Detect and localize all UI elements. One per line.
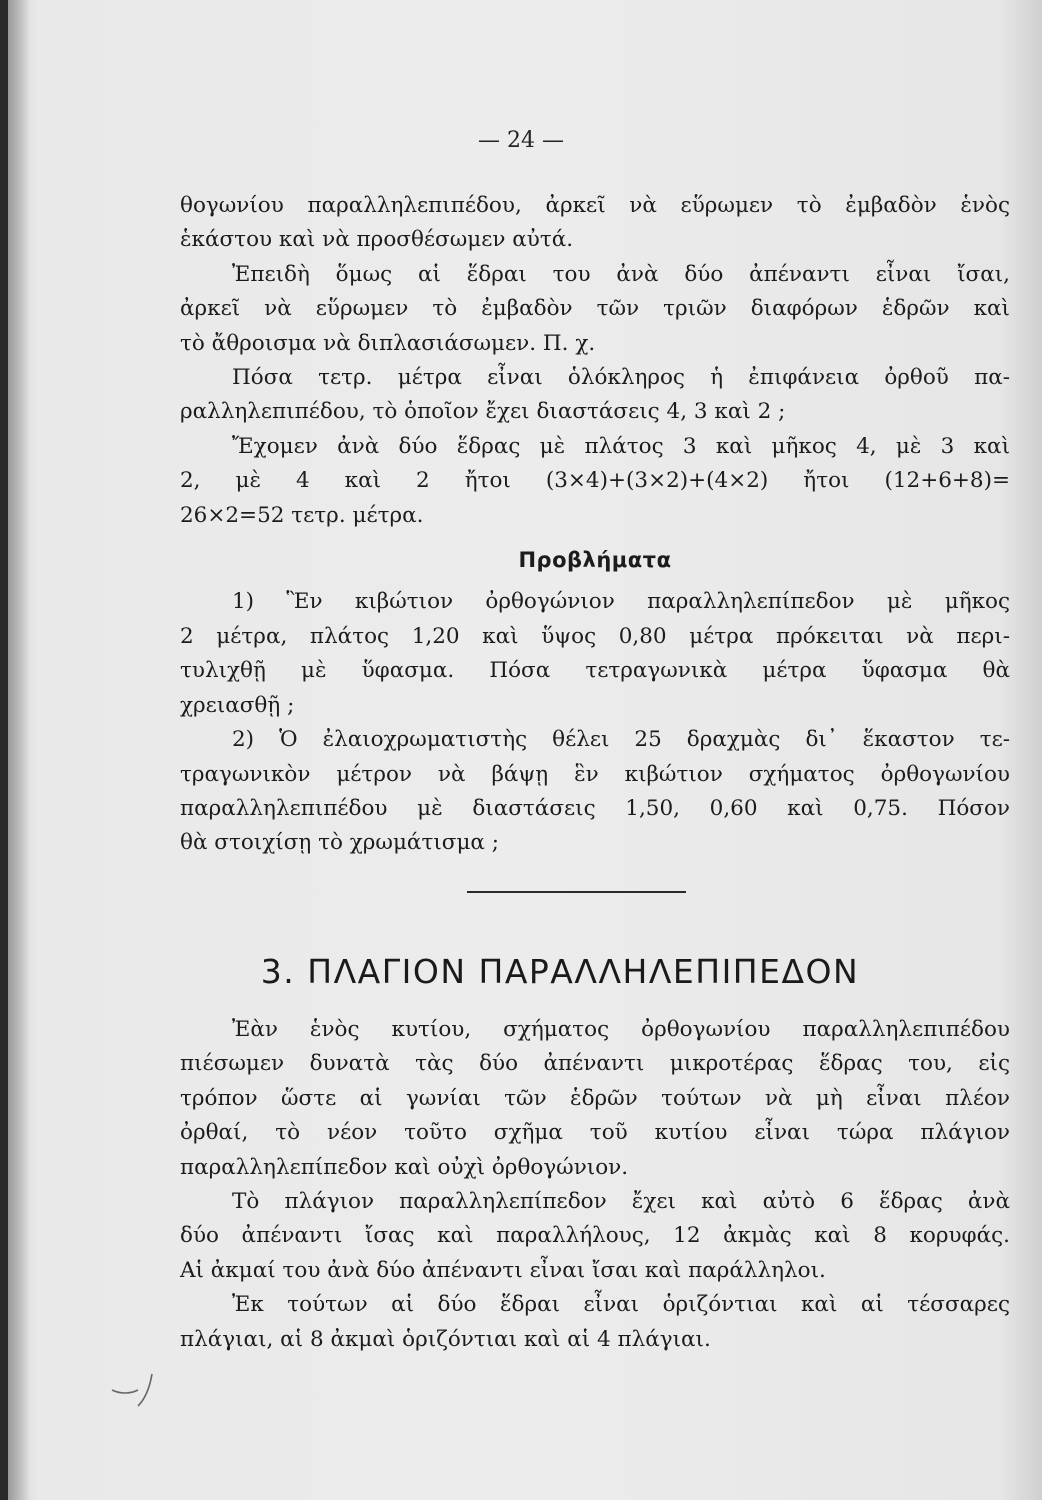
text-line: δύο ἀπέναντι ἴσας καὶ παραλλήλους, 12 ἀκμὰς καὶ 8 κορυφάς. xyxy=(180,1223,1010,1249)
problem-line: παραλληλεπιπέδου μὲ διαστάσεις 1,50, 0,60 καὶ 0,75. Πόσον xyxy=(180,795,1010,821)
problem-line: 2) Ὁ ἐλαιοχρωματιστὴς θέλει 25 δραχμὰς δι᾽ ἕκαστον τε- xyxy=(232,727,1010,753)
text-line: θογωνίου παραλληλεπιπέδου, ἀρκεῖ νὰ εὕρωμεν τὸ ἐμβαδὸν ἑνὸς xyxy=(180,193,1010,218)
problems-title: Προβλήματα xyxy=(518,548,672,573)
text-line: Τὸ πλάγιον παραλληλεπίπεδον ἔχει καὶ αὐτὸ 6 ἕδρας ἀνὰ xyxy=(232,1189,1010,1215)
text-line: Πόσα τετρ. μέτρα εἶναι ὁλόκληρος ἡ ἐπιφάνεια ὀρθοῦ πα- xyxy=(232,365,1010,391)
page-binding-shadow xyxy=(8,0,30,1500)
problem-line: 2 μέτρα, πλάτος 1,20 καὶ ὕψος 0,80 μέτρα πρόκειται νὰ περι- xyxy=(180,623,1010,649)
text-line: Ἐπειδὴ ὅμως αἱ ἕδραι του ἀνὰ δύο ἀπέναντι εἶναι ἴσαι, xyxy=(232,261,1010,287)
text-line: πλάγιαι, αἱ 8 ἀκμαὶ ὁριζόντιαι καὶ αἱ 4 πλάγιαι. xyxy=(180,1326,711,1352)
text-line: ὀρθαί, τὸ νέον τοῦτο σχῆμα τοῦ κυτίου εἶναι τώρα πλάγιον xyxy=(180,1120,1010,1146)
text-line: ραλληλεπιπέδου, τὸ ὁποῖον ἔχει διαστάσεις 4, 3 καὶ 2 ; xyxy=(180,399,786,425)
text-line: Ἔχομεν ἀνὰ δύο ἕδρας μὲ πλάτος 3 καὶ μῆκος 4, μὲ 3 καὶ xyxy=(232,433,1010,459)
text-line: τὸ ἄθροισμα νὰ διπλασιάσωμεν. Π. χ. xyxy=(180,330,596,356)
text-line: 26×2=52 τετρ. μέτρα. xyxy=(180,502,424,528)
section-divider xyxy=(467,891,686,893)
text-line: ἀρκεῖ νὰ εὕρωμεν τὸ ἐμβαδὸν τῶν τριῶν διαφόρων ἑδρῶν καὶ xyxy=(180,296,1010,322)
problem-line: τραγωνικὸν μέτρον νὰ βάψῃ ἓν κιβώτιον σχήματος ὀρθογωνίου xyxy=(180,761,1010,787)
problem-line: χρειασθῇ ; xyxy=(180,692,295,718)
text-line: πιέσωμεν δυνατὰ τὰς δύο ἀπέναντι μικροτέρας ἕδρας του, εἰς xyxy=(180,1051,1010,1077)
text-line: Ἐκ τούτων αἱ δύο ἕδραι εἶναι ὁριζόντιαι καὶ αἱ τέσσαρες xyxy=(232,1292,1010,1318)
text-line: τρόπον ὥστε αἱ γωνίαι τῶν ἑδρῶν τούτων νὰ μὴ εἶναι πλέον xyxy=(180,1085,1010,1111)
section-heading: 3. ΠΛΑΓΙΟΝ ΠΑΡΑΛΛΗΛΕΠΙΠΕΔΟΝ xyxy=(260,952,860,991)
text-line: 2, μὲ 4 καὶ 2 ἤτοι (3×4)+(3×2)+(4×2) ἤτοι (12+6+8)= xyxy=(180,468,1010,494)
problem-line: θὰ στοιχίσῃ τὸ χρωμάτισμα ; xyxy=(180,830,500,856)
intro-text-block xyxy=(180,189,1010,861)
text-line: Αἱ ἀκμαί του ἀνὰ δύο ἀπέναντι εἶναι ἴσαι καὶ παράλληλοι. xyxy=(180,1257,826,1283)
problem-line: 1) Ἓν κιβώτιον ὀρθογώνιον παραλληλεπίπεδον μὲ μῆκος xyxy=(232,589,1010,615)
problem-line: τυλιχθῇ μὲ ὕφασμα. Πόσα τετραγωνικὰ μέτρα ὕφασμα θὰ xyxy=(180,658,1010,684)
page-number: — 24 — xyxy=(478,128,564,153)
pencil-mark-icon xyxy=(108,1368,158,1408)
text-line: παραλληλεπίπεδον καὶ οὐχὶ ὀρθογώνιον. xyxy=(180,1154,629,1180)
section-text-block xyxy=(180,1013,1010,1357)
text-line: Ἐὰν ἑνὸς κυτίου, σχήματος ὀρθογωνίου παραλληλεπιπέδου xyxy=(232,1017,1010,1042)
text-line: ἑκάστου καὶ νὰ προσθέσωμεν αὐτά. xyxy=(180,227,574,253)
